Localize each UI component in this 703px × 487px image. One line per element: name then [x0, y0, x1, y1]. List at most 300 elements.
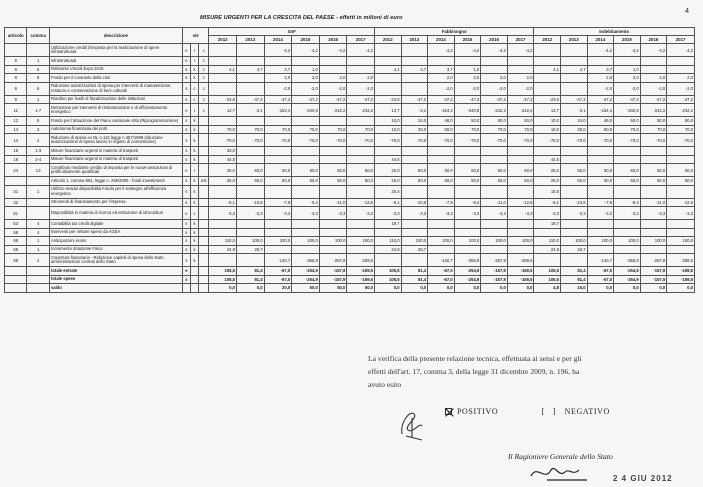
- cell-value: 50,0: [347, 177, 375, 186]
- cell-value: -70,0: [561, 134, 588, 147]
- cell-value: [264, 57, 292, 66]
- cell-articolo: [5, 177, 27, 186]
- table-row: [5, 117, 695, 126]
- cell-value: 50,0: [292, 177, 320, 186]
- cell-value: -47,2: [667, 95, 695, 104]
- cell-total-label: totale entrate: [49, 267, 182, 276]
- cell-value: [587, 185, 614, 198]
- cell-value: [667, 245, 695, 254]
- cell-value: 13,7: [209, 104, 237, 117]
- cell-se: s: [182, 134, 190, 147]
- cell-ti: t: [191, 164, 199, 177]
- ragioniere-label: Il Ragioniere Generale dello Stato: [508, 452, 613, 461]
- cell-value: [209, 254, 237, 267]
- cell-value: -2,0: [347, 82, 375, 95]
- cell-comma: 1: [27, 245, 49, 254]
- cell-tipo: [199, 155, 209, 164]
- cell-description: Articolo 1, comma 991, legge n. 296/2006 - fondi investimenti: [49, 177, 182, 186]
- cell-value: -3,3: [375, 207, 402, 220]
- cell-se: s: [182, 177, 190, 186]
- cell-value: [667, 185, 695, 198]
- cell-value: 0,0: [507, 284, 534, 293]
- cell-value: -47,2: [319, 95, 347, 104]
- cell-value: [507, 245, 534, 254]
- cell-articolo: 69: [5, 254, 27, 267]
- cell-value: 25,0: [209, 177, 237, 186]
- header-year: 2014: [264, 36, 292, 44]
- cell-value: 44,5: [375, 155, 402, 164]
- cell-value: 2,0: [428, 74, 455, 83]
- cell-value: 16,0: [561, 284, 588, 293]
- cell-value: [401, 57, 428, 66]
- positive-checkbox[interactable]: [445, 408, 452, 415]
- cell-total-label: totale spese: [49, 275, 182, 284]
- cell-value: 50,0: [614, 177, 641, 186]
- cell-value: -2,0: [587, 82, 614, 95]
- cell-tipo: [199, 185, 209, 198]
- cell-value: [561, 82, 588, 95]
- cell-value: 2,0: [507, 74, 534, 83]
- cell-value: [667, 147, 695, 156]
- cell-value: -159,5: [507, 275, 534, 284]
- cell-value: 3,7: [428, 65, 455, 74]
- cell-value: [640, 185, 667, 198]
- cell-value: 70,0: [481, 125, 508, 134]
- cell-value: [481, 220, 508, 229]
- cell-value: 2,0: [481, 74, 508, 83]
- cell-value: [375, 74, 402, 83]
- cell-value: -47,2: [587, 95, 614, 104]
- cell-value: -242,2: [319, 104, 347, 117]
- cell-value: [319, 228, 347, 237]
- cell-value: [292, 220, 320, 229]
- header-year: 2017: [347, 36, 375, 44]
- header-year: 2014: [428, 36, 455, 44]
- table-row: [5, 220, 695, 229]
- cell-value: 2,0: [319, 74, 347, 83]
- cell-value: 100,0: [561, 237, 588, 246]
- cell-value: -259,5: [507, 254, 534, 267]
- cell-value: 70,0: [264, 125, 292, 134]
- cell-ti: k: [191, 177, 199, 186]
- cell-value: 50,0: [454, 164, 481, 177]
- cell-ti: k: [191, 254, 199, 267]
- cell-value: -3,3: [237, 207, 265, 220]
- header-year: 2016: [319, 36, 347, 44]
- header-year: 2016: [640, 36, 667, 44]
- cell-value: -70,0: [347, 134, 375, 147]
- cell-value: -242,2: [640, 104, 667, 117]
- cell-value: -7,9: [264, 198, 292, 207]
- cell-value: -70,0: [375, 134, 402, 147]
- cell-value: 50,0: [237, 177, 265, 186]
- cell-value: -67,0: [264, 267, 292, 276]
- cell-value: 70,0: [667, 125, 695, 134]
- cell-tipo: c: [199, 95, 209, 104]
- cell-value: 0,0: [481, 284, 508, 293]
- cell-value: 25,0: [534, 164, 561, 177]
- cell-value: 50,0: [319, 164, 347, 177]
- cell-value: 0,0: [375, 284, 402, 293]
- cell-se: s: [182, 228, 190, 237]
- cell-value: 105,5: [209, 275, 237, 284]
- cell-value: -70,0: [401, 134, 428, 147]
- cell-value: 50,0: [319, 284, 347, 293]
- cell-value: 26,7: [237, 245, 265, 254]
- cell-value: -7,9: [587, 198, 614, 207]
- table-row: [5, 57, 695, 66]
- cell-value: [561, 147, 588, 156]
- cell-ti: k: [191, 155, 199, 164]
- cell-tipo: [199, 125, 209, 134]
- cell-value: [375, 44, 402, 57]
- cell-articolo: 51: [5, 207, 27, 220]
- cell-value: [292, 117, 320, 126]
- cell-value: [481, 57, 508, 66]
- cell-ti: k: [191, 237, 199, 246]
- cell-comma: [27, 267, 49, 276]
- cell-value: [614, 57, 641, 66]
- cell-value: 4,7: [561, 65, 588, 74]
- cell-value: [237, 44, 265, 57]
- cell-value: [401, 82, 428, 95]
- table-row: [5, 237, 695, 246]
- cell-value: -257,9: [481, 254, 508, 267]
- cell-value: -2,0: [264, 82, 292, 95]
- cell-value: [428, 245, 455, 254]
- cell-value: [428, 57, 455, 66]
- cell-value: -242,2: [481, 104, 508, 117]
- cell-value: 110,0: [209, 237, 237, 246]
- cell-value: [375, 228, 402, 237]
- cell-se: e: [182, 207, 190, 220]
- cell-value: -3,3: [209, 207, 237, 220]
- total-row: [5, 275, 695, 284]
- cell-value: -67,0: [587, 267, 614, 276]
- header-year: 2012: [209, 36, 237, 44]
- cell-value: -70,0: [481, 134, 508, 147]
- cell-value: -70,0: [237, 134, 265, 147]
- cell-se: s: [182, 245, 190, 254]
- cell-tipo: est: [199, 177, 209, 186]
- cell-value: 105,5: [375, 267, 402, 276]
- cell-value: [561, 44, 588, 57]
- cell-description: Contabilità tax credit digitale: [49, 220, 182, 229]
- cell-value: [347, 185, 375, 198]
- cell-ti: t: [191, 44, 199, 57]
- cell-value: -259,5: [667, 254, 695, 267]
- cell-value: [640, 220, 667, 229]
- cell-value: -3,3: [507, 207, 534, 220]
- cell-value: -2,0: [428, 82, 455, 95]
- cell-value: 25,0: [375, 177, 402, 186]
- cell-value: -154,4: [428, 104, 455, 117]
- table-row: [5, 164, 695, 177]
- cell-value: 70,0: [640, 125, 667, 134]
- cell-value: [561, 220, 588, 229]
- cell-value: [640, 245, 667, 254]
- cell-value: 25,4: [375, 185, 402, 198]
- cell-value: -157,9: [319, 267, 347, 276]
- cell-value: [347, 220, 375, 229]
- header-year: 2017: [507, 36, 534, 44]
- cell-value: 0,0: [640, 284, 667, 293]
- cell-ti: [191, 275, 199, 284]
- table-row: [5, 82, 695, 95]
- cell-tipo: c: [199, 65, 209, 74]
- cell-value: 70,0: [614, 125, 641, 134]
- cell-se: [182, 284, 190, 293]
- cell-value: 50,0: [507, 177, 534, 186]
- cell-value: [292, 57, 320, 66]
- cell-tipo: [199, 164, 209, 177]
- cell-ti: c: [191, 82, 199, 95]
- table-row: [5, 207, 695, 220]
- cell-value: [481, 245, 508, 254]
- cell-value: [347, 65, 375, 74]
- cell-se: s: [182, 254, 190, 267]
- verification-text: [368, 352, 684, 391]
- cell-ti: c: [191, 207, 199, 220]
- cell-value: 100,0: [264, 237, 292, 246]
- cell-value: [587, 228, 614, 237]
- cell-comma: 2-4: [27, 155, 49, 164]
- cell-value: 25,0: [375, 164, 402, 177]
- cell-value: 110,0: [375, 237, 402, 246]
- cell-value: [454, 57, 481, 66]
- cell-value: [428, 147, 455, 156]
- cell-comma: 1: [27, 95, 49, 104]
- cell-comma: 2: [27, 134, 49, 147]
- cell-se: e: [182, 44, 190, 57]
- cell-value: 50,0: [454, 117, 481, 126]
- cell-value: [264, 147, 292, 156]
- cell-value: [292, 155, 320, 164]
- cell-value: -70,0: [209, 134, 237, 147]
- cell-tipo: [199, 267, 209, 276]
- cell-value: 10,0: [375, 125, 402, 134]
- cell-value: -355,9: [614, 254, 641, 267]
- cell-value: 100,0: [640, 237, 667, 246]
- cell-value: -159,5: [347, 267, 375, 276]
- cell-value: [401, 220, 428, 229]
- cell-value: -3,1: [401, 104, 428, 117]
- cell-value: [454, 147, 481, 156]
- cell-value: 50,0: [614, 117, 641, 126]
- cell-description: Misure finanziarie urgenti in materia di trasporti: [49, 147, 182, 156]
- cell-value: -3,3: [561, 207, 588, 220]
- table-row: [5, 95, 695, 104]
- group-header-row: [5, 28, 695, 36]
- cell-description: Rimborso Vincoli Expo 2015: [49, 65, 182, 74]
- header-year: 2013: [237, 36, 265, 44]
- cell-value: -4,2: [454, 44, 481, 57]
- cell-value: 50,0: [640, 164, 667, 177]
- cell-value: -23,6: [375, 95, 402, 104]
- cell-value: -11,0: [481, 198, 508, 207]
- cell-value: [561, 155, 588, 164]
- cell-value: 24,9: [375, 245, 402, 254]
- cell-value: [401, 155, 428, 164]
- cell-value: [667, 220, 695, 229]
- cell-value: -70,0: [587, 134, 614, 147]
- cell-value: 1,0: [614, 65, 641, 74]
- cell-value: 50,0: [667, 117, 695, 126]
- cell-articolo: 31: [5, 185, 27, 198]
- cell-description: Interventi per nettare spese da AGEA: [49, 228, 182, 237]
- cell-value: 2,0: [347, 74, 375, 83]
- cell-tipo: c: [199, 57, 209, 66]
- cell-ti: k: [191, 245, 199, 254]
- cell-value: [347, 228, 375, 237]
- cell-value: -159,5: [507, 267, 534, 276]
- cell-value: 50,0: [401, 164, 428, 177]
- cell-value: -4,2: [264, 44, 292, 57]
- cell-ti: [191, 284, 199, 293]
- cell-comma: 2: [27, 125, 49, 134]
- cell-value: 100,0: [292, 237, 320, 246]
- cell-comma: 5: [27, 65, 49, 74]
- cell-value: 25,0: [534, 177, 561, 186]
- cell-value: [347, 245, 375, 254]
- cell-value: -2,0: [292, 82, 320, 95]
- cell-value: -2,0: [454, 82, 481, 95]
- cell-value: 100,0: [587, 237, 614, 246]
- cell-value: 105,5: [534, 275, 561, 284]
- cell-value: 3,7: [587, 65, 614, 74]
- cell-tipo: c: [199, 82, 209, 95]
- cell-value: 50,0: [347, 284, 375, 293]
- cell-value: [292, 147, 320, 156]
- cell-value: 0,0: [614, 284, 641, 293]
- cell-value: -4,2: [347, 44, 375, 57]
- cell-comma: 13: [27, 164, 49, 177]
- cell-value: 70,0: [454, 125, 481, 134]
- cell-value: -3,3: [347, 207, 375, 220]
- cell-se: e: [182, 57, 190, 66]
- cell-value: 1,0: [454, 65, 481, 74]
- cell-value: 81,4: [561, 275, 588, 284]
- cell-value: [237, 254, 265, 267]
- cell-value: [640, 57, 667, 66]
- cell-value: -3,3: [264, 207, 292, 220]
- cell-value: -355,9: [454, 254, 481, 267]
- cell-comma: 4: [27, 228, 49, 237]
- cell-comma: 8: [27, 74, 49, 83]
- cell-value: 0,0: [667, 284, 695, 293]
- cell-value: [534, 254, 561, 267]
- cell-articolo: 69: [5, 245, 27, 254]
- cell-value: [614, 245, 641, 254]
- cell-description: Riduzione autorizzazioni di spesa per interventi di manutenzione, restauro e conservazione di beni culturali: [49, 82, 182, 95]
- cell-value: -254,9: [292, 275, 320, 284]
- cell-value: [292, 185, 320, 198]
- cell-value: -3,1: [237, 104, 265, 117]
- cell-ti: t: [191, 104, 199, 117]
- cell-value: -9,4: [614, 198, 641, 207]
- cell-comma: 1: [27, 185, 49, 198]
- cell-value: 100,0: [507, 237, 534, 246]
- cell-value: 2,0: [614, 74, 641, 83]
- cell-value: -257,9: [640, 254, 667, 267]
- cell-articolo: 8: [5, 82, 27, 95]
- cell-value: 50,0: [347, 164, 375, 177]
- cell-value: [209, 44, 237, 57]
- cell-se: s: [182, 220, 190, 229]
- cell-ti: c: [191, 95, 199, 104]
- cell-value: [454, 185, 481, 198]
- cell-se: s: [182, 65, 190, 74]
- cell-value: [614, 155, 641, 164]
- cell-ti: k: [191, 117, 199, 126]
- cell-description: Anticipazioni erario: [49, 237, 182, 246]
- cell-value: [237, 117, 265, 126]
- cell-value: [640, 155, 667, 164]
- header-year: 2013: [561, 36, 588, 44]
- cell-value: [347, 117, 375, 126]
- header-year: 2015: [454, 36, 481, 44]
- cell-value: -47,2: [614, 95, 641, 104]
- cell-value: 50,0: [587, 177, 614, 186]
- cell-value: -9,4: [292, 198, 320, 207]
- cell-articolo: 6: [5, 57, 27, 66]
- cell-value: 50,0: [428, 164, 455, 177]
- cell-description: Disponibilità in materia di ricerca ed estrazione di idrocarburi: [49, 207, 182, 220]
- cell-value: 50,0: [587, 125, 614, 134]
- table-row: [5, 147, 695, 156]
- cell-value: -254,9: [454, 267, 481, 276]
- cell-value: -4,2: [640, 44, 667, 57]
- cell-value: [481, 147, 508, 156]
- cell-value: 50,0: [264, 177, 292, 186]
- cell-value: -70,0: [292, 134, 320, 147]
- cell-ti: k: [191, 185, 199, 198]
- cell-value: -2,0: [614, 82, 641, 95]
- cell-ti: t: [191, 57, 199, 66]
- cell-comma: [27, 177, 49, 186]
- cell-value: -3,3: [401, 207, 428, 220]
- header-group-snf: SnF: [209, 28, 375, 36]
- initials-signature: [392, 404, 432, 444]
- cell-value: -159,5: [347, 275, 375, 284]
- cell-value: 0,0: [454, 284, 481, 293]
- cell-value: 13,7: [534, 104, 561, 117]
- cell-value: 50,0: [292, 284, 320, 293]
- cell-value: 100,0: [614, 237, 641, 246]
- cell-value: 70,0: [507, 125, 534, 134]
- cell-value: [319, 117, 347, 126]
- cell-description: Misure finanziarie urgenti in materia di trasporti: [49, 155, 182, 164]
- cell-se: s: [182, 95, 190, 104]
- cell-articolo: [5, 44, 27, 57]
- cell-value: 2,0: [264, 74, 292, 83]
- cell-value: -47,2: [428, 95, 455, 104]
- cell-value: -47,2: [237, 95, 265, 104]
- cell-value: 50,0: [237, 164, 265, 177]
- cell-articolo: 14: [5, 134, 27, 147]
- cell-value: [401, 74, 428, 83]
- table-row: [5, 155, 695, 164]
- cell-description: Fondo per il contrasto della crisi: [49, 74, 182, 83]
- cell-ti: k: [191, 134, 199, 147]
- cell-se: e: [182, 164, 190, 177]
- cell-value: [319, 220, 347, 229]
- cell-value: [319, 155, 347, 164]
- cell-value: -3,3: [534, 207, 561, 220]
- cell-value: [401, 147, 428, 156]
- cell-value: [264, 155, 292, 164]
- cell-value: [587, 155, 614, 164]
